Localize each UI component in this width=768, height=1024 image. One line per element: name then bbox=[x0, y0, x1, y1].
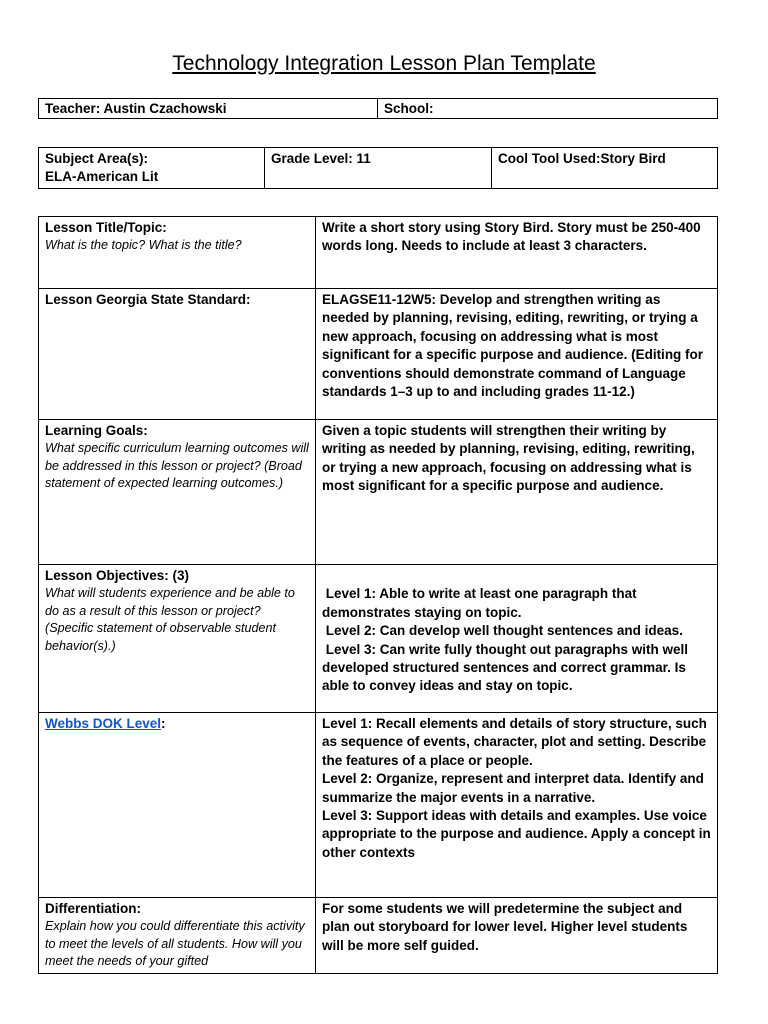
subject-label: Subject Area(s): bbox=[45, 151, 149, 166]
row-content: Write a short story using Story Bird. Story must be 250-400 words long. Needs to include at least 3 characters. bbox=[316, 217, 718, 289]
row-label bbox=[45, 715, 309, 733]
table-row bbox=[39, 713, 718, 898]
subject-cell bbox=[39, 148, 265, 189]
row-label: Lesson Objectives: (3) bbox=[45, 568, 190, 583]
table-row bbox=[39, 898, 718, 974]
row-label-cell bbox=[39, 289, 316, 420]
grade-cell: Grade Level: 11 bbox=[265, 148, 492, 189]
row-label-cell bbox=[39, 898, 316, 974]
info-table bbox=[38, 147, 718, 189]
row-label-cell bbox=[39, 565, 316, 713]
row-hint: What will students experience and be able to do as a result of this lesson or project? (Specific statement of observable student behavior(s).) bbox=[45, 586, 295, 653]
row-label-cell bbox=[39, 217, 316, 289]
table-row bbox=[39, 217, 718, 289]
tool-cell: Cool Tool Used:Story Bird bbox=[492, 148, 718, 189]
row-label: Lesson Georgia State Standard: bbox=[45, 292, 251, 307]
row-label: Lesson Title/Topic: bbox=[45, 220, 167, 235]
table-row bbox=[39, 420, 718, 565]
row-content: ELAGSE11-12W5: Develop and strengthen writing as needed by planning, revising, editing, rewriting, or trying a new approach, focusing on addressing what is most significant for a specific purpose and audience. (Editing for conventions should demonstrate command of Language standards 1–3 up to and including grades 11-12.) bbox=[316, 289, 718, 420]
lesson-table bbox=[38, 216, 718, 974]
subject-value: ELA-American Lit bbox=[45, 169, 159, 184]
row-label-cell bbox=[39, 420, 316, 565]
table-row bbox=[39, 289, 718, 420]
teacher-table bbox=[38, 98, 718, 119]
row-hint: What specific curriculum learning outcomes will be addressed in this lesson or project? (Broad statement of expected learning outcomes.) bbox=[45, 441, 309, 490]
table-row bbox=[39, 565, 718, 713]
row-content: Given a topic students will strengthen their writing by writing as needed by planning, revising, editing, rewriting, or trying a new approach, focusing on addressing what is most significant for a specific purpose and audience. bbox=[316, 420, 718, 565]
school-cell: School: bbox=[378, 99, 718, 119]
document-title: Technology Integration Lesson Plan Template bbox=[172, 52, 596, 75]
label-suffix: : bbox=[161, 716, 166, 731]
row-hint: Explain how you could differentiate this activity to meet the levels of all students. How will you meet the needs of your gifted bbox=[45, 919, 305, 968]
row-content: Level 1: Recall elements and details of story structure, such as sequence of events, character, plot and setting. Describe the features of a place or people. Level 2: Organize, represent and interpret data. Identify and summarize the major events in a narrative. Level 3: Support ideas with details and examples. Use voice appropriate to the purpose and audience. Apply a concept in other contexts bbox=[316, 713, 718, 898]
row-label: Differentiation: bbox=[45, 901, 141, 916]
row-content: For some students we will predetermine the subject and plan out storyboard for lower level. Higher level students will be more self guided. bbox=[316, 898, 718, 974]
teacher-cell: Teacher: Austin Czachowski bbox=[39, 99, 378, 119]
row-hint: What is the topic? What is the title? bbox=[45, 238, 242, 252]
row-label-cell bbox=[39, 713, 316, 898]
row-content: Level 1: Able to write at least one paragraph that demonstrates staying on topic. Level 2: Can develop well thought sentences and ideas. Level 3: Can write fully thought out paragraphs with well developed structured sentences and correct grammar. Is able to convey ideas and stay on topic. bbox=[316, 565, 718, 713]
webbs-dok-link[interactable]: Webbs DOK Level bbox=[45, 716, 162, 731]
row-label: Learning Goals: bbox=[45, 423, 148, 438]
